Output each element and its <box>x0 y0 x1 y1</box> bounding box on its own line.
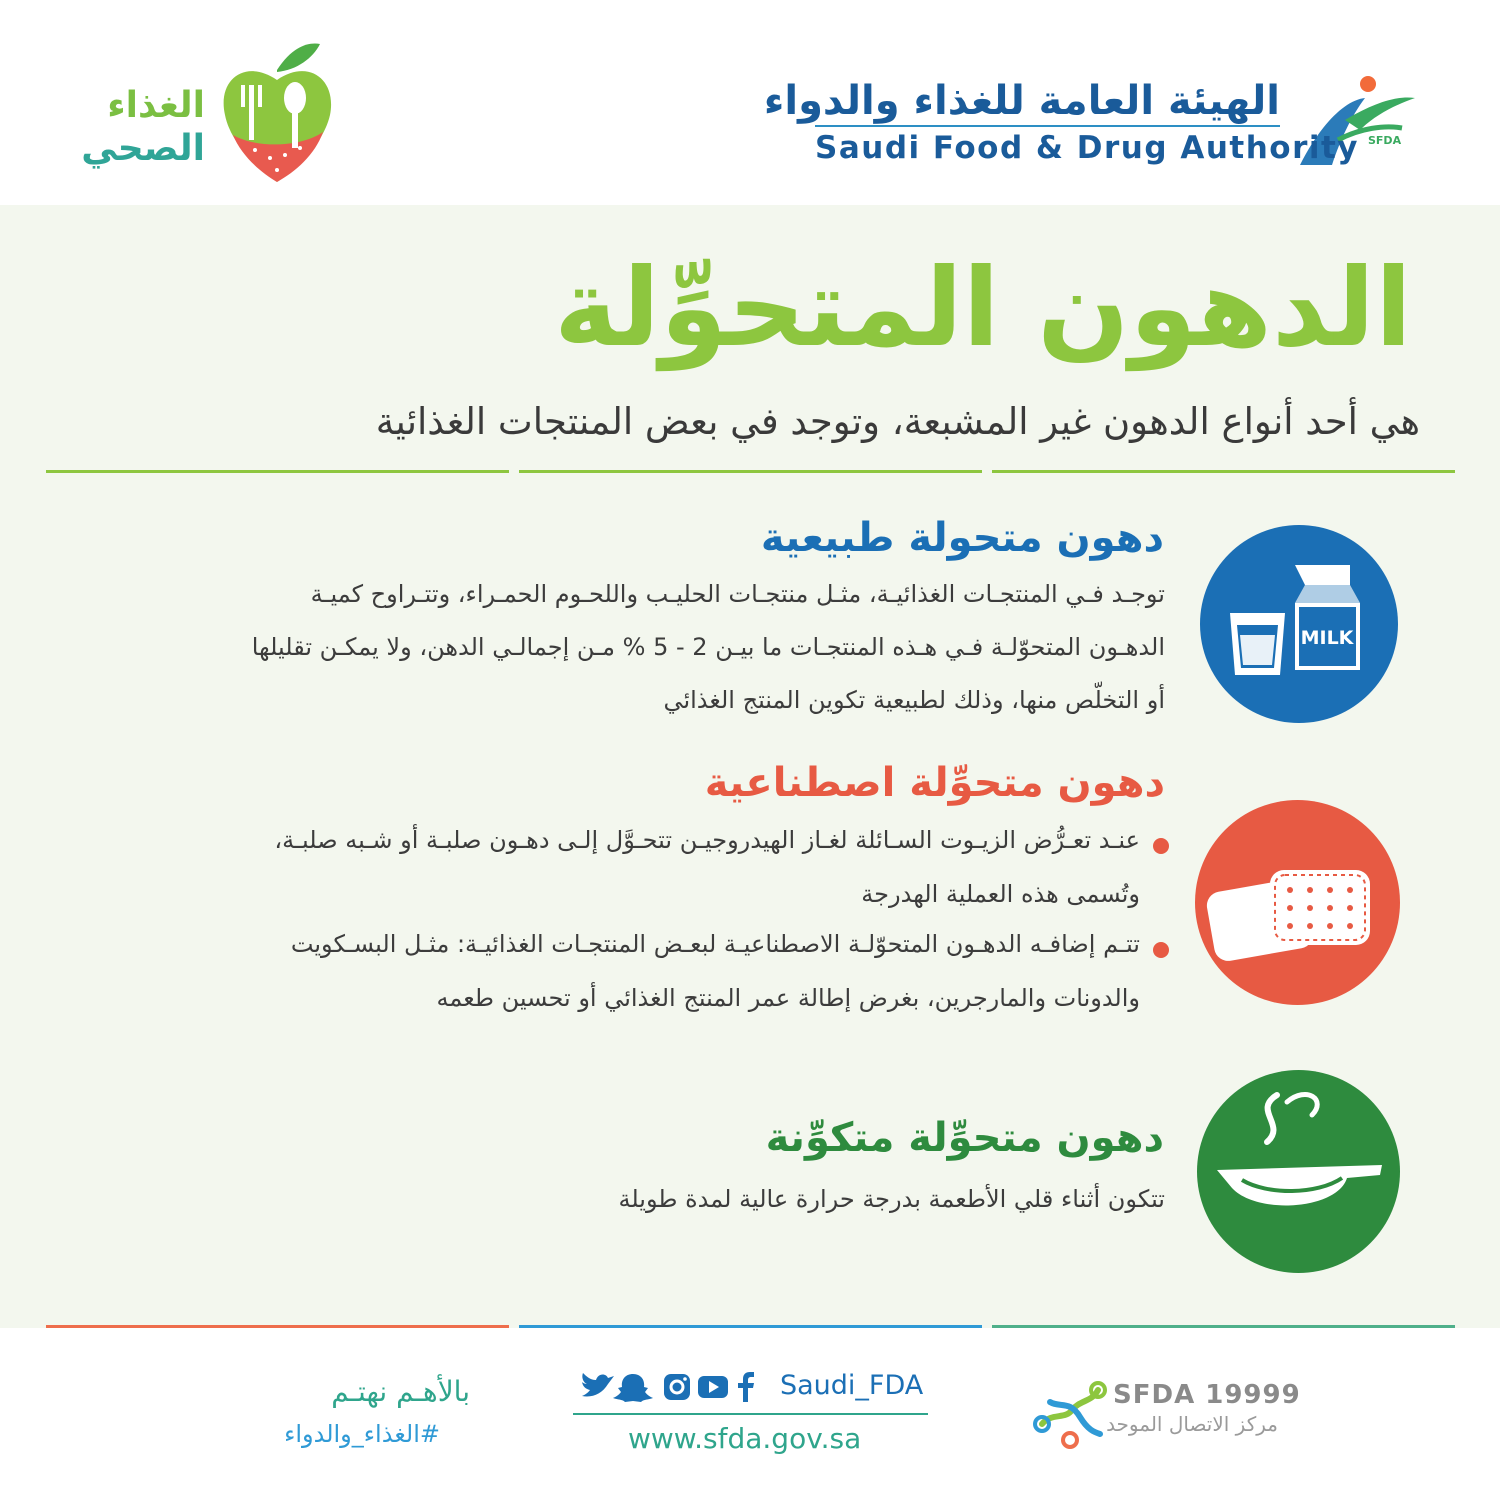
hotline-label: مركز الاتصال الموحد <box>1106 1412 1278 1436</box>
sfda-arabic-name: الهيئة العامة للغذاء والدواء <box>763 78 1280 124</box>
footer-slogan: بالأهـم نهتـم <box>331 1375 470 1408</box>
frying-circle <box>1197 1070 1400 1273</box>
sfda-name-divider <box>815 125 1280 127</box>
natural-section-title: دهون متحولة طبيعية <box>760 515 1164 561</box>
natural-line-1: توجـد فـي المنتجـات الغذائيـة، مثـل منتجـات الحليـب واللحـوم الحمـراء، وتتـراوح كميـة <box>310 580 1165 608</box>
contact-center-icon <box>1030 1372 1110 1452</box>
artificial-section-title: دهون متحوِّلة اصطناعية <box>704 760 1165 806</box>
snapchat-icon[interactable] <box>613 1374 653 1402</box>
formed-section-title: دهون متحوِّلة متكوِّنة <box>765 1115 1164 1161</box>
milk-label-text: MILK <box>1300 627 1354 649</box>
page-subtitle: هي أحد أنواع الدهون غير المشبعة، وتوجد في بعض المنتجات الغذائية <box>375 400 1420 443</box>
bullet-dot <box>1153 942 1169 958</box>
page-title: الدهون المتحوِّلة <box>554 246 1412 371</box>
instagram-icon[interactable] <box>664 1374 690 1400</box>
milk-circle <box>1200 525 1398 723</box>
footer-handle-divider <box>573 1413 928 1415</box>
top-divider-segment <box>992 470 1455 473</box>
header <box>0 0 1500 205</box>
milk-carton-glass-icon <box>1200 525 1398 723</box>
footer-hashtag: #الغذاء_والدواء <box>284 1420 440 1448</box>
top-divider-segment <box>46 470 509 473</box>
healthy-food-apple-icon <box>215 40 340 185</box>
website-link[interactable]: www.sfda.gov.sa <box>628 1422 862 1455</box>
artificial-bullet-2-line-1: تتـم إضافـه الدهـون المتحوّلـة الاصطناعيـة لبعـض المنتجـات الغذائيـة: مثـل البسـكويت <box>290 930 1140 958</box>
sfda-english-name: Saudi Food & Drug Authority <box>815 130 1360 166</box>
biscuit-circle <box>1195 800 1400 1005</box>
twitter-icon[interactable] <box>582 1373 614 1397</box>
social-handle[interactable]: Saudi_FDA <box>780 1370 924 1401</box>
artificial-bullet-1-line-2: وتُسمى هذه العملية الهدرجة <box>861 880 1140 908</box>
natural-line-2: الدهـون المتحوّلـة فـي هـذه المنتجـات ما بيـن 2 - 5 % مـن إجمالـي الدهن، ولا يمكـن تقليلها <box>251 633 1165 661</box>
sfda-badge-text: SFDA <box>1368 134 1402 147</box>
social-icons-row <box>578 1368 778 1406</box>
formed-line-1: تتكون أثناء قلي الأطعمة بدرجة حرارة عالية لمدة طويلة <box>618 1185 1165 1213</box>
facebook-icon[interactable] <box>738 1372 754 1402</box>
natural-line-3: أو التخلّص منها، وذلك لطبيعية تكوين المنتج الغذائي <box>663 686 1165 714</box>
top-divider-segment <box>519 470 982 473</box>
healthy-food-title-line2: الصحي <box>81 128 205 169</box>
frying-pan-steam-icon <box>1197 1070 1400 1273</box>
healthy-food-title-line1: الغذاء <box>107 85 205 126</box>
artificial-bullet-1-line-1: عنـد تعـرُّض الزيـوت السـائلة لغـاز الهيدروجيـن تتحـوَّل إلـى دهـون صلبـة أو شـبه صلبـة، <box>274 826 1140 854</box>
hotline-number[interactable]: SFDA 19999 <box>1113 1380 1301 1410</box>
bullet-dot <box>1153 838 1169 854</box>
artificial-bullet-2-line-2: والدونات والمارجرين، بغرض إطالة عمر المنتج الغذائي أو تحسين طعمه <box>436 984 1140 1012</box>
youtube-icon[interactable] <box>698 1376 728 1398</box>
biscuit-icon <box>1195 800 1400 1005</box>
